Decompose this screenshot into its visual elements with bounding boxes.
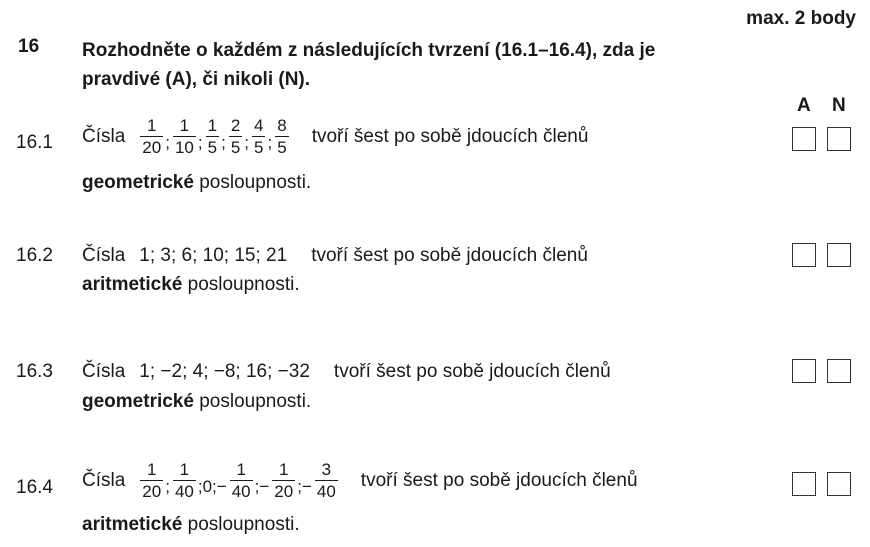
- column-a-header: A: [797, 95, 811, 116]
- fraction: $\frac{1}{40}$: [174, 460, 194, 501]
- item-number: 16.3: [16, 361, 53, 382]
- fraction: $\frac{1}{20}$: [142, 460, 162, 501]
- item-statement: [82, 460, 638, 502]
- sequence-kind: aritmetické: [82, 274, 183, 295]
- fraction-sequence: $\frac{1}{20}$ ; $\frac{1}{10}$ ; $\frac{1}{5}$ ; $\frac{2}{5}$ ; $\frac{4}{5}$ ; $\frac{8}{5}$: [142, 116, 287, 157]
- answer-a-checkbox[interactable]: [792, 127, 816, 151]
- item-label: Čísla: [82, 470, 126, 491]
- item-tail: posloupnosti.: [187, 514, 300, 535]
- number-sequence: 1; −2; 4; −8; 16; −32: [139, 361, 310, 382]
- answer-a-checkbox[interactable]: [792, 472, 816, 496]
- item-second-line: [82, 514, 300, 536]
- item-number: 16.2: [16, 245, 53, 266]
- fraction: $\frac{1}{10}$: [174, 116, 194, 157]
- item-statement: [82, 245, 588, 267]
- item-label: Čísla: [82, 126, 126, 147]
- answer-n-checkbox[interactable]: [827, 472, 851, 496]
- fraction-sequence: $\frac{1}{20}$ ; $\frac{1}{40}$ ;0;− $\frac{1}{40}$ ;− $\frac{1}{20}$ ;− $\frac{3}{40}$: [142, 460, 336, 501]
- fraction: $\frac{1}{5}$: [207, 116, 218, 157]
- item-second-line: [82, 391, 311, 413]
- item-number: 16.4: [16, 477, 53, 498]
- item-tail: posloupnosti.: [199, 391, 312, 412]
- fraction: $\frac{2}{5}$: [230, 116, 241, 157]
- fraction: $\frac{4}{5}$: [254, 116, 264, 157]
- fraction: $\frac{1}{20}$: [274, 460, 294, 501]
- fraction: $\frac{3}{40}$: [316, 460, 336, 501]
- column-n-header: N: [832, 95, 846, 116]
- item-tail: posloupnosti.: [187, 274, 300, 295]
- answer-n-checkbox[interactable]: [827, 359, 851, 383]
- item-claim: tvoří šest po sobě jdoucích členů: [311, 126, 589, 147]
- question-number: 16: [18, 36, 40, 57]
- sequence-kind: aritmetické: [82, 514, 183, 535]
- number-sequence: 1; 3; 6; 10; 15; 21: [139, 245, 288, 266]
- item-second-line: [82, 274, 300, 296]
- answer-n-checkbox[interactable]: [827, 243, 851, 267]
- sequence-kind: geometrické: [82, 172, 194, 193]
- item-statement: [82, 361, 611, 383]
- item-label: Čísla: [82, 245, 126, 266]
- item-claim: tvoří šest po sobě jdoucích členů: [333, 361, 611, 382]
- item-claim: tvoří šest po sobě jdoucích členů: [311, 245, 588, 266]
- question-text: Rozhodněte o každém z následujících tvrzení (16.1–16.4), zda je pravdivé (A), či nikoli (N).: [82, 40, 656, 90]
- item-label: Čísla: [82, 361, 126, 382]
- fraction: $\frac{8}{5}$: [277, 116, 287, 157]
- answer-a-checkbox[interactable]: [792, 359, 816, 383]
- item-number: 16.1: [16, 132, 53, 153]
- fraction: $\frac{1}{40}$: [231, 460, 251, 501]
- max-points: max. 2 body: [746, 8, 856, 29]
- answer-n-checkbox[interactable]: [827, 127, 851, 151]
- fraction: $\frac{1}{20}$: [142, 116, 162, 157]
- item-statement: [82, 116, 588, 158]
- sequence-kind: geometrické: [82, 391, 194, 412]
- item-tail: posloupnosti.: [199, 172, 312, 193]
- answer-a-checkbox[interactable]: [792, 243, 816, 267]
- item-second-line: [82, 172, 311, 194]
- item-claim: tvoří šest po sobě jdoucích členů: [360, 470, 638, 491]
